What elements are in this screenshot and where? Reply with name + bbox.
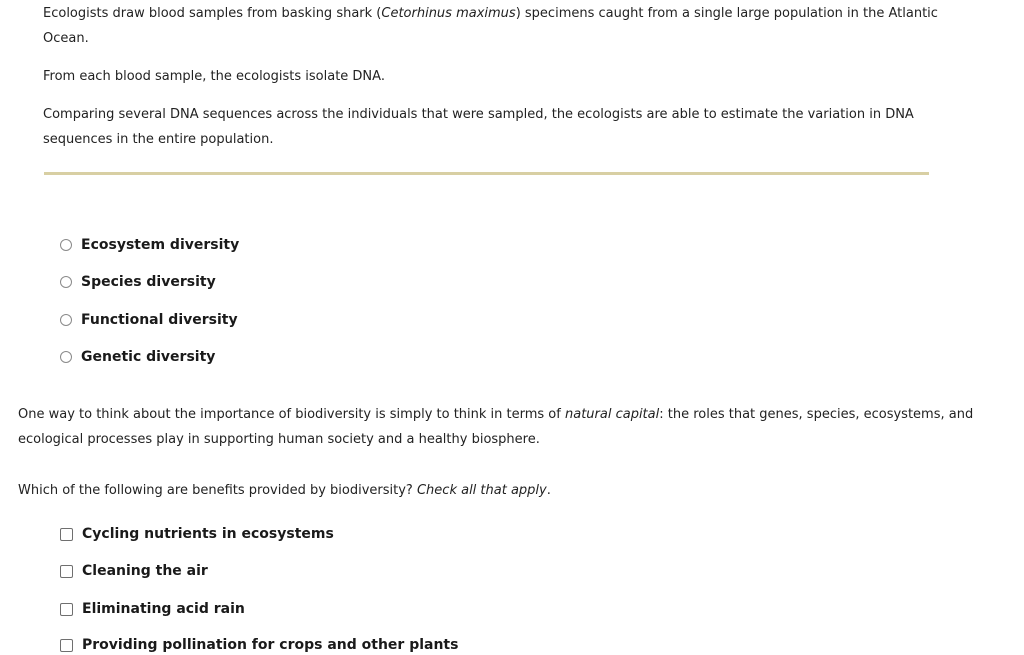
checkbox-option-label: Cleaning the air [82, 563, 208, 579]
checkbox-option-cleaning-air[interactable] [60, 561, 208, 581]
radio-option-ecosystem-diversity[interactable] [60, 235, 239, 255]
radio-option-species-diversity[interactable] [60, 272, 216, 292]
radio-option-label: Functional diversity [81, 312, 238, 328]
radio-option-genetic-diversity[interactable] [60, 347, 215, 367]
checkbox-option-eliminating-acid-rain[interactable] [60, 599, 245, 619]
scenario-text: Ecologists draw blood samples from basking shark ( [43, 6, 382, 21]
radio-option-label: Species diversity [81, 274, 216, 290]
scenario-paragraph-3: Comparing several DNA sequences across the individuals that were sampled, the ecologists are able to estimate the variation in DNA sequences in the entire population. [43, 107, 914, 147]
radio-button[interactable] [60, 351, 72, 363]
checkbox-option-label: Providing pollination for crops and other plants [82, 637, 459, 653]
species-name: Cetorhinus maximus [381, 6, 516, 21]
radio-button[interactable] [60, 314, 72, 326]
checkbox-option-label: Eliminating acid rain [82, 601, 245, 617]
radio-button[interactable] [60, 276, 72, 288]
radio-button[interactable] [60, 239, 72, 251]
checkbox-option-cycling-nutrients[interactable] [60, 524, 334, 544]
radio-option-functional-diversity[interactable] [60, 310, 238, 330]
prompt-hint: Check all that apply [416, 483, 547, 498]
benefits-question-prompt [18, 478, 998, 503]
intro-text-continued: : the roles that genes, species, ecosystems, and ecological processes play in supporting human society and a healthy biosphere. [18, 407, 974, 447]
scenario-text-continued: ) specimens caught from a single large population in the Atlantic Ocean. [43, 6, 938, 46]
checkbox[interactable] [60, 603, 73, 616]
prompt-end: . [546, 483, 551, 498]
checkbox-option-pollination[interactable] [60, 635, 458, 655]
prompt-text: Which of the following are benefits provided by biodiversity? [18, 483, 417, 498]
checkbox-option-label: Cycling nutrients in ecosystems [82, 526, 334, 542]
scenario-paragraph-1 [43, 1, 943, 51]
natural-capital-term: natural capital [564, 407, 660, 422]
section-divider [44, 172, 929, 175]
radio-option-label: Genetic diversity [81, 349, 216, 365]
natural-capital-paragraph [18, 402, 998, 452]
radio-option-label: Ecosystem diversity [81, 237, 240, 253]
scenario-paragraph-2: From each blood sample, the ecologists isolate DNA. [43, 69, 385, 84]
intro-text: One way to think about the importance of biodiversity is simply to think in terms of [18, 407, 565, 422]
checkbox[interactable] [60, 639, 73, 652]
checkbox[interactable] [60, 565, 73, 578]
checkbox[interactable] [60, 528, 73, 541]
